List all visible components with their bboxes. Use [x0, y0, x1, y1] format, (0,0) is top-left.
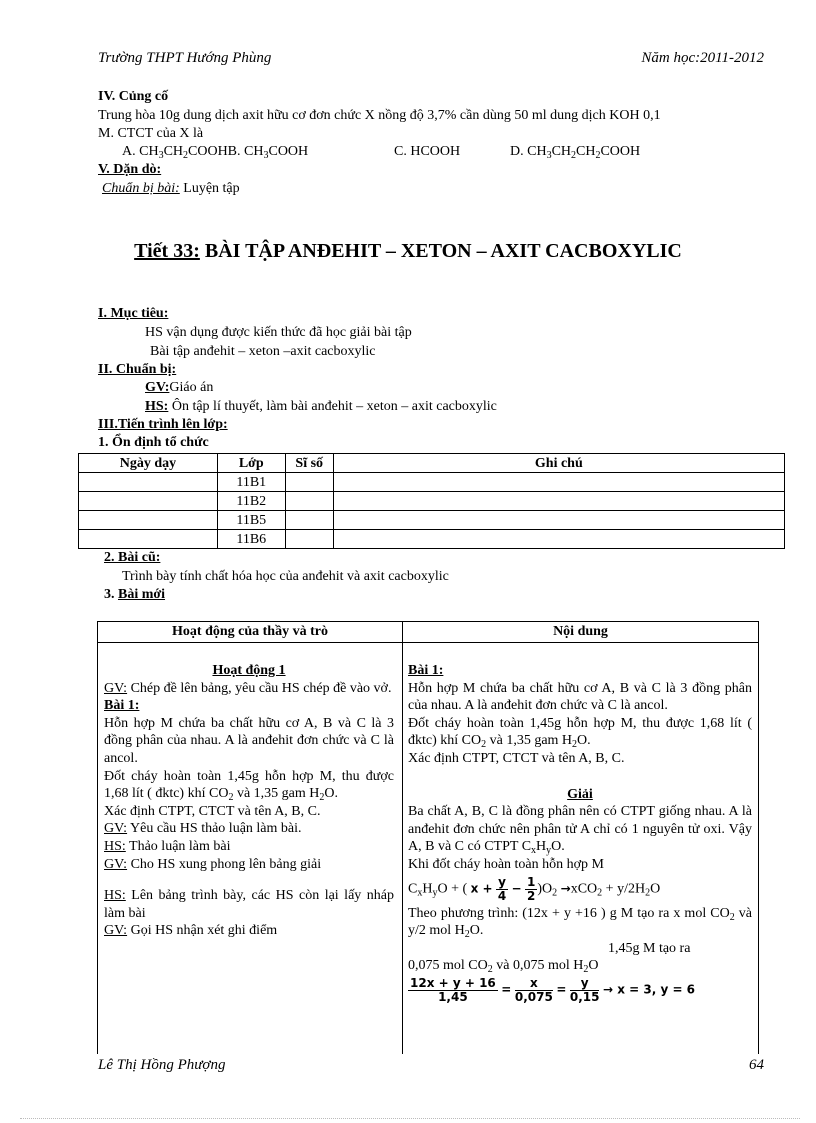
- homework-label: Chuẩn bị bài:: [102, 181, 180, 196]
- option-c: C. HCOOH: [394, 144, 461, 159]
- homework-line: [102, 181, 240, 197]
- left-bai1: Bài 1:: [104, 698, 140, 714]
- left-column: [104, 662, 394, 940]
- right-bai1: Bài 1:: [408, 663, 444, 678]
- right-p2: Đốt cháy hoàn toàn 1,45g hỗn hợp M, thu được 1,68 lít ( đktc) khí $CO_2$ và 1,35 gam $H_2O$.: [408, 715, 752, 751]
- right-column: [408, 662, 752, 1004]
- table-row: [79, 473, 785, 492]
- prep-heading: II. Chuẩn bị:: [98, 362, 177, 377]
- homework-heading: V. Dặn dò:: [98, 162, 162, 177]
- lesson-title: Tiết 33: BÀI TẬP ANĐEHIT – XETON – AXIT CACBOXYLIC: [134, 240, 682, 262]
- left-gv1: GV: Chép đề lên bảng, yêu cầu HS chép đề vào vở.: [104, 680, 392, 696]
- objective-line2: Bài tập anđehit – xeton –axit cacboxylic: [150, 344, 376, 359]
- column-divider: [402, 622, 403, 1054]
- option-d: D. $CH_3CH_2CH_2COOH$: [510, 144, 641, 161]
- solution-g4: 1,45g M tạo ra: [608, 940, 691, 956]
- old-lesson-heading: 2. Bài cũ:: [104, 550, 161, 565]
- page-edge-line: [20, 1118, 800, 1119]
- objectives-heading: I. Mục tiêu:: [98, 306, 169, 321]
- equation-ratio: $\frac{12x + y + 16}{1,45}$ = $\frac{x}{0,075}$ = $\frac{y}{0,15}$ → x = 3, y = 6: [410, 975, 696, 1004]
- review-heading: IV. Củng cố: [98, 89, 169, 104]
- attendance-table: [78, 453, 785, 549]
- left-p2: Đốt cháy hoàn toàn 1,45g hỗn hợp M, thu được 1,68 lít ( đktc) khí $CO_2$ và 1,35 gam $H_2O$.: [104, 768, 394, 804]
- left-gv4: GV: Gọi HS nhận xét ghi điểm: [104, 923, 278, 939]
- class-cell: 11B6: [217, 530, 285, 549]
- solution-heading: Giải: [567, 786, 593, 802]
- header-date: Ngày dạy: [79, 454, 218, 473]
- solution-g5: 0,075 mol $CO_2$ và 0,075 mol $H_2O$: [408, 958, 599, 976]
- left-p1: Hỗn hợp M chứa ba chất hữu cơ A, B và C là 3 đồng phân của nhau. A là anđehit đơn chức và C là ancol.: [104, 715, 394, 766]
- header-notes: Ghi chú: [333, 454, 784, 473]
- header-year: Năm học:2011-2012: [641, 50, 764, 66]
- solution-g3: Theo phương trình: (12x + y +16 ) g M tạo ra x mol $CO_2$ và y/2 mol $H_2O$.: [408, 905, 752, 941]
- prep-gv: GV:Giáo án: [145, 380, 214, 395]
- col-content: Nội dung: [553, 624, 608, 639]
- left-hs2: HS: Lên bảng trình bày, các HS còn lại lấy nháp làm bài: [104, 888, 394, 921]
- objective-line1: HS vận dụng được kiến thức đã học giải bài tập: [145, 325, 412, 340]
- homework-text: Luyện tập: [183, 181, 240, 196]
- col-teacher-student: Hoạt động của thầy và trò: [172, 624, 328, 639]
- prep-hs: HS: Ôn tập lí thuyết, làm bài anđehit – xeton – axit cacboxylic: [145, 399, 497, 414]
- activity-title: Hoạt động 1: [212, 663, 286, 678]
- solution-g1: Ba chất A, B, C là đồng phân nên có CTPT giống nhau. A là anđehit đơn chức nên phân tử A chỉ có 1 nguyên tử oxi. Vậy A, B và C có CTPT $C_xH_yO$.: [408, 804, 752, 857]
- right-p1: Hỗn hợp M chứa ba chất hữu cơ A, B và C là 3 đồng phân của nhau. A là anđehit đơn chức và C là ancol.: [408, 680, 752, 714]
- class-cell: 11B1: [217, 473, 285, 492]
- table-row: [79, 530, 785, 549]
- attendance-header-row: [79, 454, 785, 473]
- process-heading: III.Tiến trình lên lớp:: [98, 417, 228, 432]
- new-lesson-heading: 3. Bài mới: [104, 587, 166, 602]
- footer-page-number: 64: [749, 1057, 764, 1073]
- header-class: Lớp: [217, 454, 285, 473]
- table-row: [79, 511, 785, 530]
- review-question-line2: M. CTCT của X là: [98, 126, 204, 141]
- process-sub1: 1. Ổn định tổ chức: [98, 435, 209, 450]
- review-options: [122, 144, 641, 161]
- equation-combustion: $C_xH_yO$ + ( x + $\frac{y}{4}$ − $\frac{1}{2}$ )$O_2 \to xCO_2 + y/2H_2O$: [408, 874, 661, 903]
- class-cell: 11B5: [217, 511, 285, 530]
- class-cell: 11B2: [217, 492, 285, 511]
- left-gv3: GV: Cho HS xung phong lên bảng giải: [104, 856, 322, 872]
- header-school: Trường THPT Hướng Phùng: [98, 50, 272, 66]
- left-p3: Xác định CTPT, CTCT và tên A, B, C.: [104, 803, 321, 819]
- left-hs1: HS: Thảo luận làm bài: [104, 838, 231, 854]
- right-p3: Xác định CTPT, CTCT và tên A, B, C.: [408, 750, 625, 766]
- table-row: [79, 492, 785, 511]
- old-lesson-text: Trình bày tính chất hóa học của anđehit và axit cacboxylic: [122, 569, 449, 584]
- option-a-b: A. $CH_3CH_2COOHB$. $CH_3COOH$: [122, 144, 309, 161]
- header-count: Sĩ số: [285, 454, 333, 473]
- solution-g2: Khi đốt cháy hoàn toàn hỗn hợp M: [408, 856, 604, 872]
- lesson-activity-table: [97, 621, 759, 1054]
- footer-author: Lê Thị Hồng Phượng: [98, 1057, 226, 1073]
- review-question-line1: Trung hòa 10g dung dịch axit hữu cơ đơn chức X nồng độ 3,7% cần dùng 50 ml dung dịch KOH 0,1: [98, 108, 661, 123]
- left-gv2: GV: Yêu cầu HS thảo luận làm bài.: [104, 821, 302, 837]
